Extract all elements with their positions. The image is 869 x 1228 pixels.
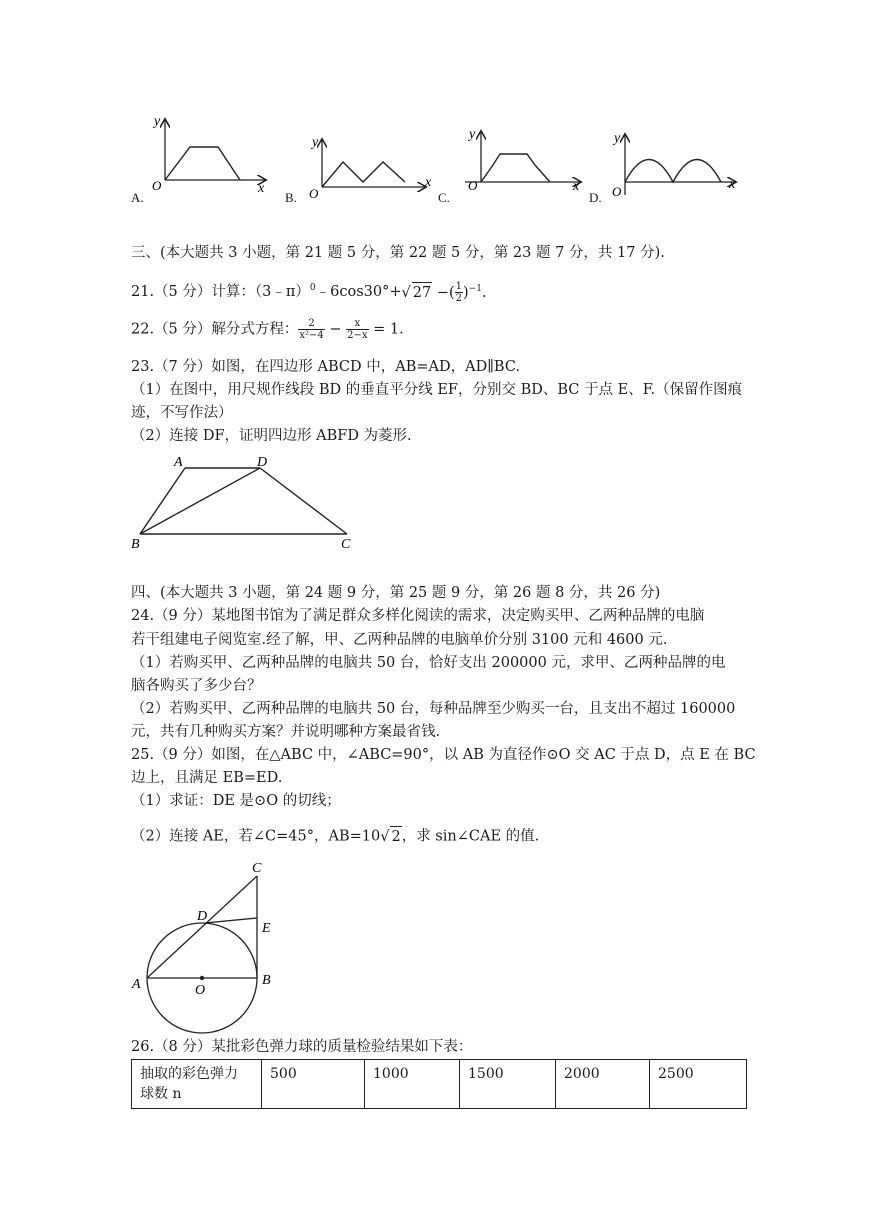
q21-sup0: 0 (309, 283, 316, 293)
graph-d-origin: O (612, 184, 622, 199)
q22-f1-den: x²−4 (299, 330, 324, 341)
q24-line-2: 若干组建电子阅览室.经了解，甲、乙两种品牌的电脑单价分别 3100 元和 4600 元. (131, 632, 668, 648)
table-header-line-2: 球数 n (140, 1086, 182, 1102)
q22-equation (298, 318, 403, 341)
q25-line-4-a: （2）连接 AE，若∠C=45°，AB=10 (131, 828, 381, 845)
q22-fraction-2 (346, 318, 368, 341)
q21-close: ) (463, 284, 469, 301)
section-3-heading: 三、(本大题共 3 小题，第 21 题 5 分，第 22 题 5 分，第 23 题 7 分，共 17 分). (131, 245, 665, 261)
q21-frac-den: 2 (455, 293, 463, 305)
graph-d-y-label: y (614, 131, 621, 146)
q25-center-point (200, 976, 204, 980)
q25-line-4 (131, 826, 539, 847)
q22-f1-num: 2 (298, 318, 324, 330)
graph-c (465, 127, 580, 194)
option-d-label: D. (589, 190, 602, 205)
question-21 (131, 278, 487, 304)
q24-line-5: （2）若购买甲、乙两种品牌的电脑共 50 台，每种品牌至少购买一台，且支出不超过 160000 (131, 701, 736, 717)
q25-line-1: 25.（9 分）如图，在△ABC 中，∠ABC=90°，以 AB 为直径作⊙O 交 AC 于点 D，点 E 在 BC (131, 747, 756, 763)
q21-frac-num: 1 (455, 281, 463, 293)
q21-mid: ﹣6cos30°+ (315, 283, 402, 300)
option-graphs-svg (125, 110, 745, 210)
q25-figure (125, 852, 285, 1042)
graph-b-x-label: x (425, 175, 432, 190)
table-cell: 1000 (365, 1060, 460, 1109)
option-graphs (125, 110, 745, 210)
q21-prefix: 21.（5 分）计算：（3﹣π） (131, 283, 310, 300)
graph-b (309, 135, 432, 201)
q24-line-1: 24.（9 分）某地图书馆为了满足群众多样化阅读的需求，决定购买甲、乙两种品牌的电脑 (131, 608, 705, 624)
graph-c-x-label: x (573, 179, 580, 194)
q22-prefix: 22.（5 分）解分式方程： (131, 321, 299, 338)
q25-label-e: E (262, 921, 271, 936)
q21-exp: −1 (468, 284, 482, 295)
q22-eq: = 1. (373, 321, 404, 338)
table-cell: 2500 (650, 1060, 747, 1109)
q24-line-3: （1）若购买甲、乙两种品牌的电脑共 50 台，恰好支出 200000 元，求甲、乙两种品牌的电 (131, 655, 726, 671)
q23-label-b: B (131, 537, 140, 552)
q25-label-b: B (262, 973, 271, 988)
graph-a-origin: O (152, 178, 162, 193)
table-cell: 2000 (556, 1060, 650, 1109)
q23-label-a: A (174, 455, 183, 470)
q22-f2-den: 2−x (347, 330, 368, 341)
q23-quadrilateral (140, 468, 347, 534)
q24-line-4: 脑各购买了多少台？ (131, 678, 262, 694)
option-c-label: C. (438, 190, 450, 205)
graph-a-y-label: y (154, 114, 161, 129)
graph-c-origin: O (468, 178, 478, 193)
q25-line-2: 边上，且满足 EB=ED. (131, 770, 283, 786)
q26-results-table (131, 1059, 747, 1109)
q25-figure-svg (125, 852, 285, 1042)
graph-d (612, 131, 736, 199)
graph-a (152, 114, 265, 196)
graph-a-x-label: x (258, 181, 265, 196)
q26-line-1: 26.（8 分）某批彩色弹力球的质量检验结果如下表： (131, 1039, 473, 1055)
option-b-label: B. (285, 190, 297, 205)
graph-c-y-label: y (469, 127, 476, 142)
q25-label-d: D (197, 909, 208, 924)
q23-line-1: 23.（7 分）如图，在四边形 ABCD 中，AB=AD，AD∥BC. (131, 359, 521, 375)
q23-line-4: （2）连接 DF，证明四边形 ABFD 为菱形. (131, 428, 412, 444)
q23-label-d: D (257, 455, 268, 470)
table-cell: 1500 (460, 1060, 556, 1109)
q25-geometry (147, 876, 257, 1033)
table-row (132, 1060, 747, 1109)
q21-fraction (455, 281, 463, 304)
q25-label-o: O (195, 983, 206, 998)
table-cell: 500 (262, 1060, 365, 1109)
graph-d-x-label: x (729, 177, 736, 192)
q25-label-c: C (252, 861, 262, 876)
q21-minus: −( (436, 284, 455, 301)
q23-line-2: （1）在图中，用尺规作线段 BD 的垂直平分线 EF，分别交 BD、BC 于点 E、F.（保留作图痕 (131, 382, 743, 398)
q25-sqrt-value: 2 (390, 826, 401, 847)
section-4-heading: 四、(本大题共 3 小题，第 24 题 9 分，第 25 题 9 分，第 26 题 8 分，共 26 分) (131, 585, 661, 601)
q21-end: . (481, 284, 487, 301)
q23-line-3: 迹，不写作法） (131, 405, 233, 421)
graph-b-y-label: y (312, 135, 319, 150)
table-header-line-1: 抽取的彩色弹力 (140, 1066, 238, 1082)
q22-f2-num: x (346, 318, 368, 330)
option-a-label: A. (131, 190, 144, 205)
graph-b-origin: O (309, 186, 319, 201)
q23-figure-svg (125, 448, 365, 558)
q25-sqrt-expression: √ 2 (380, 826, 401, 847)
table-header-cell (132, 1060, 262, 1109)
q22-fraction-1 (298, 318, 324, 341)
q24-line-6: 元，共有几种购买方案？并说明哪种方案最省钱. (131, 724, 441, 740)
q25-label-a: A (132, 977, 141, 992)
q21-sqrt-expression: √ 27 −( $\frac{1}{2}$ )$^{-1}$. (401, 281, 487, 305)
q25-line-3: （1）求证：DE 是⊙O 的切线； (131, 793, 341, 809)
q23-label-c: C (341, 537, 351, 552)
q25-line-4-b: ，求 sin∠CAE 的值. (401, 828, 540, 845)
q22-minus: − (329, 321, 342, 338)
question-22 (131, 318, 404, 346)
q21-sqrt-value: 27 (412, 282, 432, 303)
q23-figure (125, 448, 365, 558)
